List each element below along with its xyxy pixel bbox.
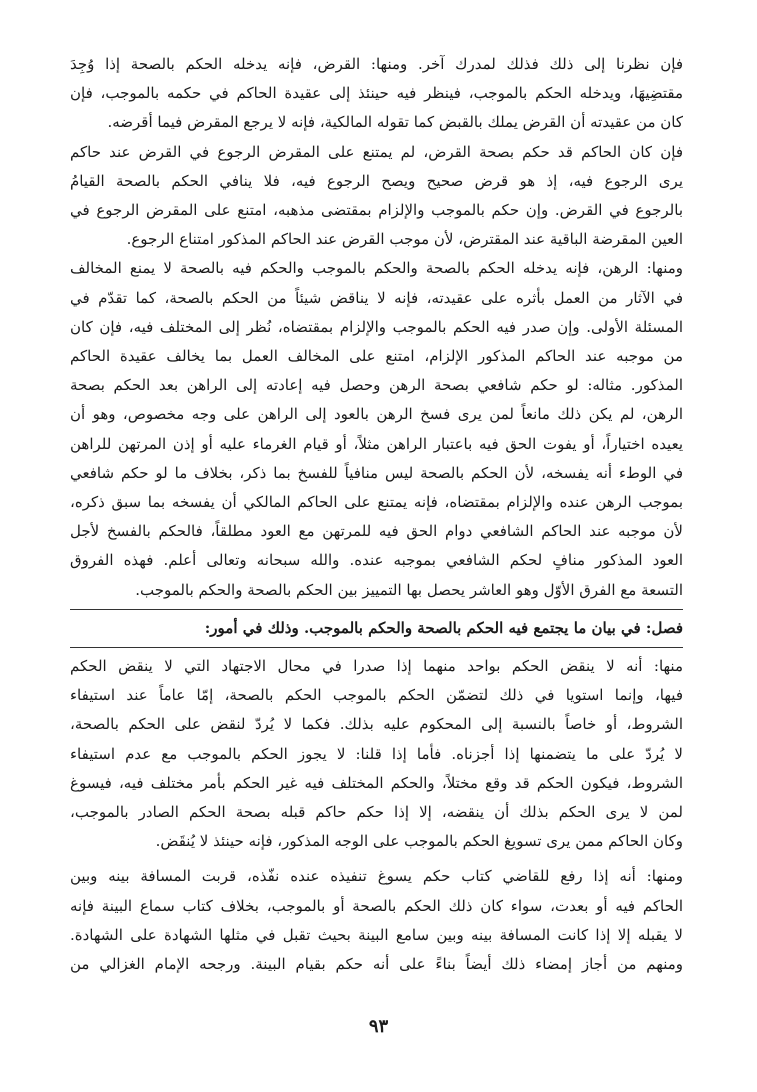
section-divider	[70, 647, 683, 648]
text-line: فإن كان الحاكم قد حكم بصحة القرض، لم يمتنع على المقرض الرجوع في القرض عند حاكم	[70, 142, 683, 161]
paragraph-first-matter	[70, 652, 683, 856]
section-divider	[70, 609, 683, 610]
text-line: الشروط، أو خاصاً بالنسبة إلى المحكوم عليه بذلك. فكما لا يُردّ لنقض على الحكم بالصحة،	[70, 715, 683, 734]
text-line: يعيده اختياراً، أو يفوت الحق فيه باعتبار الراهن مثلاً، أو قيام الغرماء عليه أو إذن المرتهن للراهن	[70, 434, 683, 453]
paragraph-second-matter	[70, 862, 683, 979]
text-line: المسئلة الأولى. وإن صدر فيه الحكم بالموجب والإلزام بمقتضاه، نُظر إلى المختلف فيه، فإن كان	[70, 317, 683, 336]
paragraph-rahn	[70, 254, 683, 604]
paragraph-qard	[70, 50, 683, 254]
text-line: مقتضِيهَا، ويدخله الحكم بالموجب، فينظر فيه حينئذ إلى عقيدة الحاكم في حكمه بالموجب، فإن	[70, 84, 683, 103]
text-line: التسعة مع الفرق الأوّل وهو العاشر يحصل بها التمييز بين الحكم بالصحة والحكم بالموجب.	[135, 580, 683, 599]
text-line: لا يُردّ على ما يتضمنها إذا أجزناه. فأما إذا قلنا: لا يجوز الحكم بالموجب مع عدم استيفاء	[70, 744, 683, 763]
text-line: فإن نظرنا إلى ذلك فذلك لمدرك آخر. ومنها: القرض، فإنه يدخله الحكم بالصحة إذا وُجِدَ	[70, 55, 683, 73]
text-line: لا يقبله إلا إذا كانت المسافة بينه وبين سامع البينة بحيث تقبل في مثلها الشهادة على الشهادة.	[70, 925, 683, 944]
text-line: كان من عقيدته أن القرض يملك بالقبض كما تقوله المالكية، فإنه لا يرجع المقرض فيما أقرضه.	[107, 113, 683, 132]
text-line: في الآثار من العمل بأثره على عقيدته، فإنه لا يناقض شيئاً من الحكم بالصحة، كما تقدّم في	[70, 288, 683, 307]
section-heading	[70, 614, 683, 643]
text-line: من موجبه عند الحاكم المذكور الإلزام، امتنع على المخالف العمل بما يخالف عقيدة الحاكم	[70, 347, 683, 366]
heading-line: فصل: في بيان ما يجتمع فيه الحكم بالصحة والحكم بالموجب. وذلك في أمور:	[204, 618, 683, 637]
text-line: منها: أنه لا ينقض الحكم بواحد منهما إذا صدرا في محال الاجتهاد التي لا ينقض الحكم	[70, 657, 683, 676]
page-number: ٩٣	[368, 1016, 389, 1037]
text-line: لمن لا يرى الحكم بذلك أن ينقضه، إلا إذا حكم حاكم قبله بصحة الحكم الصادر بالموجب،	[70, 803, 683, 822]
text-line: العين المقرضة الباقية عند المقترض، لأن موجب القرض عند الحاكم المذكور امتناع الرجوع.	[126, 230, 683, 249]
text-line: ومنها: الرهن، فإنه يدخله الحكم بالصحة والحكم بالموجب والحكم فيه بالصحة لا يمنع المخالف	[70, 259, 683, 278]
text-line: بموجب الرهن عنده والإلزام بمقتضاه، فإنه يمتنع على الحاكم المالكي أن يفسخه بما سبق ذكره،	[70, 493, 683, 512]
text-line: ومنها: أنه إذا رفع للقاضي كتاب حكم يسوغ تنفيذه عنده نفّذه، قربت المسافة بينه وبين	[70, 867, 683, 886]
text-line: المذكور. مثاله: لو حكم شافعي بصحة الرهن وحصل فيه إعادته إلى الراهن بعد الحكم بصحة	[70, 376, 683, 395]
text-line: لأن موجبه عند الحاكم الشافعي دوام الحق فيه للمرتهن مع العود مطلقاً، فالحكم بالفسخ لأجل	[70, 522, 683, 541]
text-line: وكان الحاكم ممن يرى تسويغ الحكم بالموجب على الوجه المذكور، فإنه حينئذ لا يُنقَض.	[155, 832, 683, 851]
text-line: فيها، وإنما استويا في ذلك لتضمّن الحكم بالموجب الحكم بالصحة، إمّا عاماً عند استيفاء	[70, 686, 683, 705]
text-line: الحاكم فيه أو بعدت، سواء كان ذلك الحكم بالصحة أو بالموجب، بخلاف كتاب سماع البينة فإنه	[70, 896, 683, 915]
text-body	[70, 50, 683, 979]
text-line: الشروط، فيكون الحكم قد وقع مختلاً، والحكم المختلف فيه غير الحكم بأمر مختلف فيه، فيسوغ	[70, 773, 683, 792]
text-line: الرهن، لم يكن ذلك مانعاً لمن يرى فسخ الرهن بالعود إلى الراهن على وجه مخصوص، وهو أن	[70, 405, 683, 424]
text-line: العود المذكور منافٍ لحكم الشافعي بموجبه عنده. والله سبحانه وتعالى أعلم. فهذه الفروق	[70, 551, 683, 570]
text-line: في الوطء أنه يفسخه، لأن الحكم بالصحة ليس منافياً للفسخ بما ذكر، بخلاف ما لو حكم شافعي	[70, 463, 683, 482]
text-line: يرى الرجوع فيه، إذ هو قرض صحيح ويصح الرجوع فيه، فلا ينافي الحكم بالصحة القيامُ	[70, 171, 683, 190]
text-line: ومنهم من أجاز إمضاء ذلك أيضاً بناءً على أنه حكم بقيام البينة. ورجحه الإمام الغزالي من	[70, 955, 683, 974]
text-line: بالرجوع في القرض. وإن حكم بالموجب والإلزام بمقتضى مذهبه، امتنع على المقرض الرجوع في	[70, 201, 683, 220]
